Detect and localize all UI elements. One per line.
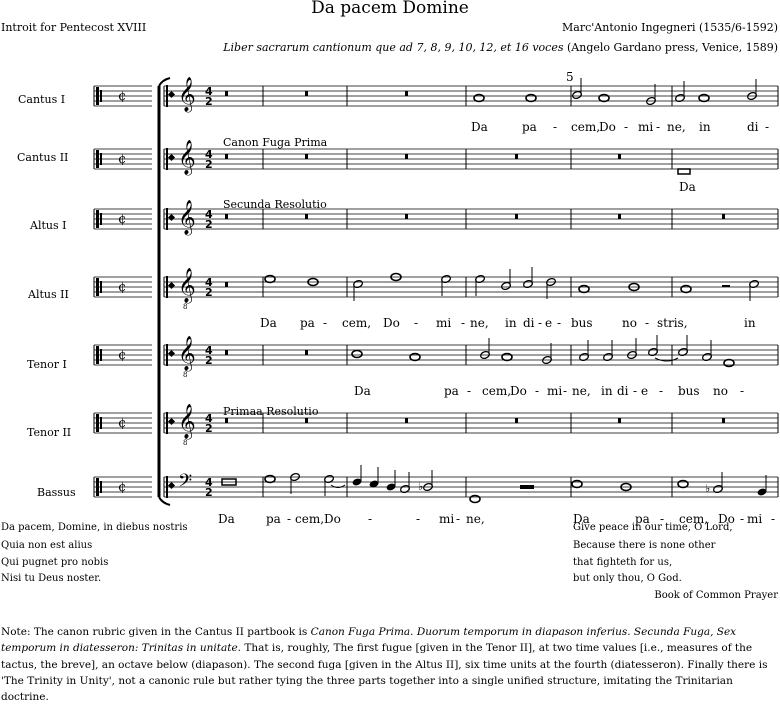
source-title: Liber sacrarum cantionum que ad 7, 8, 9, 10, 12, et 16 voces (223, 41, 564, 54)
lyric: ne, (572, 384, 591, 398)
rest (305, 418, 308, 423)
lyric: - (659, 384, 664, 398)
lyric: - (287, 512, 292, 526)
treble-clef-icon: 𝄞 (178, 140, 196, 175)
rest (515, 418, 518, 423)
lyric: Do (599, 120, 616, 134)
lyric: Da (354, 384, 371, 398)
lyric: bus (678, 384, 700, 398)
ancient-clef-icon (166, 476, 168, 498)
lyric: - (456, 512, 461, 526)
time-signature: 2 (205, 422, 213, 435)
lyric: Do (324, 512, 341, 526)
part-name-tenor-ii: Tenor II (27, 426, 72, 439)
lyric: - (771, 512, 776, 526)
lyric: no (713, 384, 728, 398)
octave-mark: 8 (183, 303, 188, 311)
incipit-clef-icon (100, 481, 102, 493)
lyric: ne, (667, 120, 686, 134)
rubric-secunda: Secunda Resolutio (223, 198, 327, 211)
lyric: - (624, 120, 629, 134)
incipit-clef-icon (96, 414, 99, 432)
lyric: - (535, 384, 540, 398)
rest (305, 350, 308, 355)
lyric: Do (510, 384, 527, 398)
note-whole (352, 351, 362, 358)
lyric: no (622, 316, 637, 330)
note-whole (470, 496, 480, 503)
mensuration-sign-icon: ¢ (118, 480, 127, 495)
note-whole (678, 481, 688, 488)
lyric: - (538, 316, 543, 330)
rubric-primaa: Primaa Resolutio (223, 405, 319, 418)
part-name-altus-i: Altus I (30, 219, 67, 232)
note-whole (724, 360, 734, 367)
ancient-clef-icon (168, 214, 175, 221)
time-signature: 4 (205, 344, 213, 357)
lyric: pa (635, 512, 650, 526)
incipit-clef-icon (96, 278, 99, 296)
lyric: - (740, 384, 745, 398)
part-name-tenor-i: Tenor I (27, 358, 67, 371)
rest (722, 214, 725, 219)
lyric: pa (300, 316, 315, 330)
incipit-clef-icon (100, 153, 102, 165)
english-line: that fighteth for us, (573, 557, 673, 568)
lyric: mi (747, 512, 763, 526)
ancient-clef-icon (166, 344, 168, 366)
time-signature: 2 (205, 218, 213, 231)
latin-line: Qui pugnet pro nobis (1, 557, 109, 568)
lyric: mi (436, 316, 452, 330)
ancient-clef-icon (166, 85, 168, 107)
lyric: in (744, 316, 756, 330)
lyric: mi (547, 384, 563, 398)
rest (225, 214, 228, 219)
note-whole (410, 354, 420, 361)
lyric: in (505, 316, 517, 330)
lyric: - (467, 384, 472, 398)
page-title: Da pacem Domine (311, 0, 469, 18)
lyric: - (645, 316, 650, 330)
ancient-clef-icon (168, 282, 175, 289)
note-body: That is, roughly, The first fugue [given in the Tenor II], at two time values [i.e., measures of the tactus, the breve], an octave below (diapason). The second fuga [given in the Altus II], six time units at the fourth (diatesseron). Finally there is 'The Trinity in Unity', not a canonic rule but rather tying the three parts together into a single unified structure, imitating the Trinitarian doctrine. (1, 642, 768, 704)
note-rubric: Canon Fuga Prima. Duorum temporum in diapason inferius. Secunda Fuga, Sex temporum in diatesseron: Trinitas in unitate. (1, 626, 737, 655)
lyric: - (660, 512, 665, 526)
treble-clef-icon: 𝄞 (178, 77, 196, 112)
time-signature: 2 (205, 286, 213, 299)
rest (225, 418, 228, 423)
time-signature: 4 (205, 85, 213, 98)
mensuration-sign-icon: ¢ (118, 212, 127, 227)
lyric: - (656, 120, 661, 134)
lyric: pa (266, 512, 281, 526)
source-publisher: (Angelo Gardano press, Venice, 1589) (563, 41, 778, 54)
lyric: e (545, 316, 553, 330)
incipit-clef-icon (100, 213, 102, 225)
english-source: Book of Common Prayer (654, 590, 778, 601)
lyric: ne, (470, 316, 489, 330)
ancient-clef-icon (168, 154, 175, 161)
flat-icon: ♭ (705, 482, 711, 495)
part-name-altus-ii: Altus II (28, 288, 69, 301)
lyric: cem, (571, 120, 601, 134)
mensuration-sign-icon: ¢ (118, 348, 127, 363)
ancient-clef-icon (168, 482, 175, 489)
note-whole (474, 95, 484, 102)
lyric: - (416, 512, 421, 526)
latin-line: Nisi tu Deus noster. (1, 573, 102, 584)
incipit-clef-icon (96, 346, 99, 364)
rest (405, 214, 408, 219)
rest (515, 214, 518, 219)
treble-clef-icon: 𝄞 (178, 268, 196, 303)
time-signature: 4 (205, 476, 213, 489)
note-whole (699, 95, 709, 102)
rest (305, 154, 308, 159)
lyric: mi (439, 512, 455, 526)
rest (618, 418, 621, 423)
rest (405, 91, 408, 96)
incipit-clef-icon (96, 87, 99, 105)
part-name-bassus: Bassus (37, 486, 76, 499)
lyric: Da (218, 512, 235, 526)
note-whole (265, 276, 275, 283)
time-signature: 4 (205, 148, 213, 161)
ancient-clef-icon (166, 276, 168, 298)
system-bracket (159, 78, 170, 86)
lyric: cem, (679, 512, 709, 526)
lyric: Da (260, 316, 277, 330)
incipit-clef-icon (100, 349, 102, 361)
ancient-clef-icon (168, 418, 175, 425)
note-whole (526, 95, 536, 102)
treble-clef-icon: 𝄞 (178, 336, 196, 371)
lyric: in (601, 384, 613, 398)
note-whole (265, 476, 275, 483)
lyric: pa (444, 384, 459, 398)
rest (225, 91, 228, 96)
bass-clef-icon: 𝄢 (178, 471, 193, 496)
ancient-clef-icon (168, 91, 175, 98)
lyric: di (617, 384, 629, 398)
rest (722, 418, 725, 423)
ancient-clef-icon (166, 148, 168, 170)
rest (225, 282, 228, 287)
rest (618, 214, 621, 219)
note-whole (572, 481, 582, 488)
time-signature: 4 (205, 276, 213, 289)
rest (225, 154, 228, 159)
lyric: - (461, 316, 466, 330)
lyric: - (557, 316, 562, 330)
lyric: Da (573, 512, 590, 526)
measure-number: 5 (566, 70, 574, 84)
lyric: cem, (295, 512, 325, 526)
mensuration-sign-icon: ¢ (118, 152, 127, 167)
mensuration-sign-icon: ¢ (118, 416, 127, 431)
system-bracket (159, 497, 170, 505)
note-breve (678, 169, 690, 174)
lyric: - (323, 316, 328, 330)
rest (305, 91, 308, 96)
lyric: - (414, 316, 419, 330)
time-signature: 4 (205, 412, 213, 425)
octave-mark: 8 (183, 439, 188, 447)
incipit-clef-icon (96, 150, 99, 168)
incipit-clef-icon (100, 281, 102, 293)
lyric: di (747, 120, 759, 134)
lyric: - (633, 384, 638, 398)
latin-line: Quia non est alius (1, 540, 93, 551)
note-whole (599, 95, 609, 102)
treble-clef-icon: 𝄞 (178, 404, 196, 439)
treble-clef-icon: 𝄞 (178, 200, 196, 235)
lyric: ne, (466, 512, 485, 526)
latin-line: Da pacem, Domine, in diebus nostris (1, 522, 188, 533)
rest (515, 154, 518, 159)
rest (405, 154, 408, 159)
lyric: in (699, 120, 711, 134)
rest (722, 285, 730, 287)
ancient-clef-icon (166, 412, 168, 434)
time-signature: 2 (205, 158, 213, 171)
rest (520, 485, 534, 489)
mensuration-sign-icon: ¢ (118, 280, 127, 295)
part-name-cantus-ii: Cantus II (17, 151, 69, 164)
incipit-clef-icon (96, 210, 99, 228)
part-name-cantus-i: Cantus I (18, 93, 66, 106)
lyric: - (765, 120, 770, 134)
lyric: Do (718, 512, 735, 526)
lyric: di (523, 316, 535, 330)
lyric: bus (571, 316, 593, 330)
incipit-clef-icon (100, 417, 102, 429)
lyric: pa (522, 120, 537, 134)
lyric: e (641, 384, 649, 398)
time-signature: 4 (205, 208, 213, 221)
lyric: - (740, 512, 745, 526)
lyric: - (553, 120, 558, 134)
english-line: Because there is none other (573, 540, 716, 551)
lyric: Do (383, 316, 400, 330)
time-signature: 2 (205, 354, 213, 367)
composer: Marc'Antonio Ingegneri (1535/6-1592) (562, 21, 778, 34)
ancient-clef-icon (166, 208, 168, 230)
rest (305, 214, 308, 219)
ancient-clef-icon (168, 350, 175, 357)
lyric: Da (471, 120, 488, 134)
footnote (1, 624, 771, 705)
lyric: cem, (342, 316, 372, 330)
lyric: - (368, 512, 373, 526)
note-whole (579, 286, 589, 293)
time-signature: 2 (205, 95, 213, 108)
rest (618, 154, 621, 159)
incipit-clef-icon (96, 478, 99, 496)
mensuration-sign-icon: ¢ (118, 89, 127, 104)
octave-mark: 8 (183, 371, 188, 379)
rest (225, 350, 228, 355)
note-whole (502, 354, 512, 361)
lyric: - (563, 384, 568, 398)
note-prefix: Note: The canon rubric given in the Cantus II partbook is (1, 626, 311, 638)
english-line: Give peace in our time, O Lord, (573, 522, 733, 533)
time-signature: 2 (205, 486, 213, 499)
tie (655, 358, 678, 361)
lyric: stris, (657, 316, 688, 330)
rest (405, 418, 408, 423)
incipit-clef-icon (100, 90, 102, 102)
lyric: mi (638, 120, 654, 134)
english-line: but only thou, O God. (573, 573, 682, 584)
flat-icon: ♭ (418, 480, 424, 493)
note-whole (681, 286, 691, 293)
subtitle: Introit for Pentecost XVIII (1, 21, 147, 34)
lyric: cem, (482, 384, 512, 398)
rubric-canon: Canon Fuga Prima (223, 136, 328, 149)
lyric: Da (679, 180, 696, 194)
